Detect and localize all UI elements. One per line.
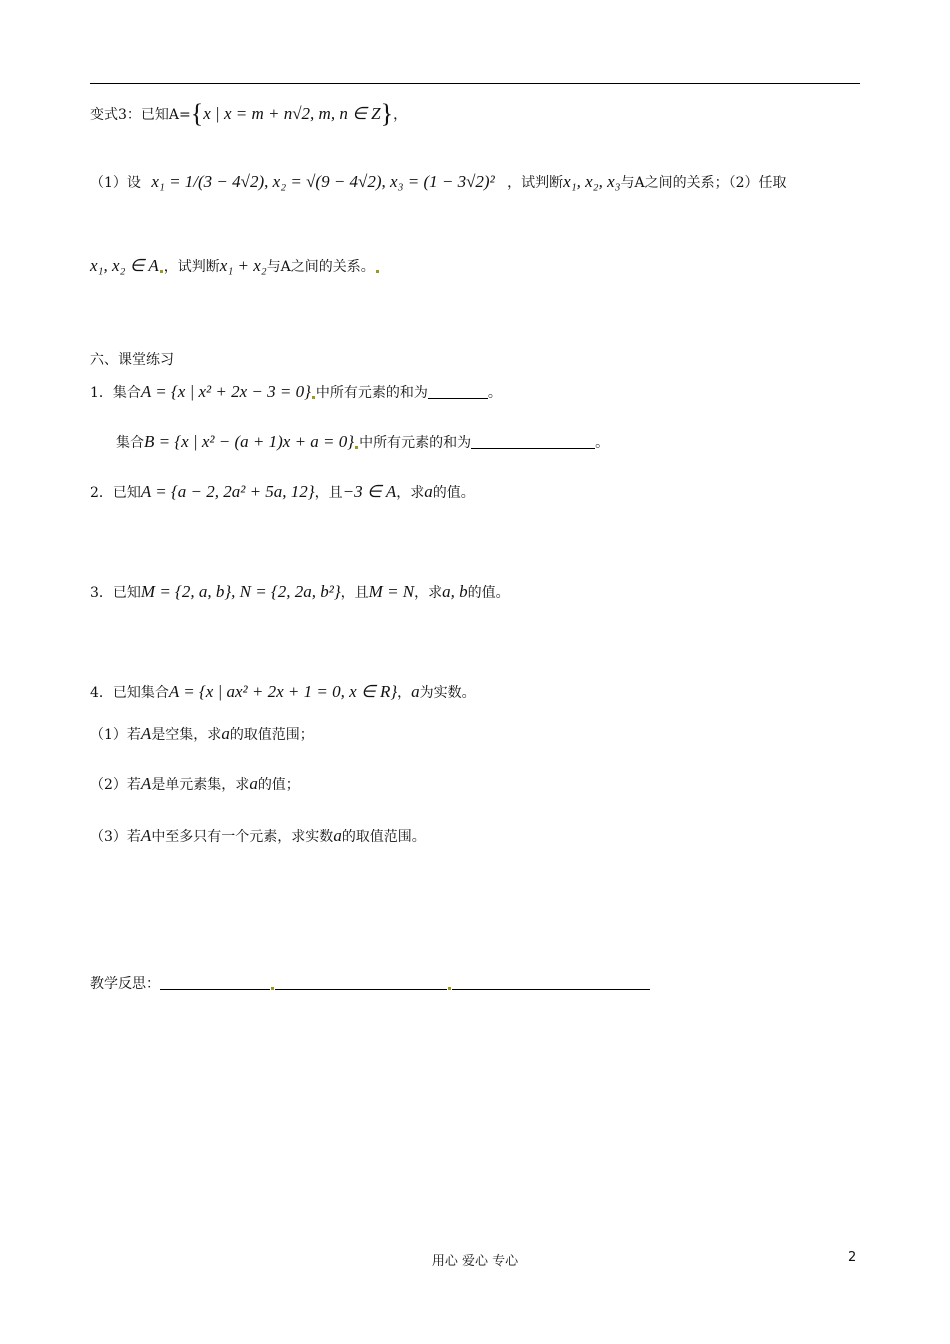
q1-x3-expression: x₃ = (1 − 3√2)² bbox=[390, 172, 495, 191]
q1-x1-expression: x₁ = 1/(3 − 4√2) bbox=[151, 172, 265, 191]
exercise-1-line: 1．集合A = {x | x² + 2x − 3 = 0} 中所有元素的和为 。 bbox=[90, 382, 502, 401]
marker-dot bbox=[448, 987, 451, 990]
exercise-4-part-2: （2）若A是单元素集，求a的值； bbox=[90, 774, 300, 793]
marker-dot bbox=[355, 446, 358, 449]
reflection-label: 教学反思： bbox=[90, 976, 160, 992]
bianshi-line: 变式3：已知A={x | x = m + n√2, m, n ∈ Z}， bbox=[90, 99, 408, 128]
reflection-blank[interactable] bbox=[160, 989, 270, 990]
exercise-2-condition: −3 ∈ A bbox=[342, 482, 397, 501]
q2-line: x₁, x₂ ∈ A ，试判断x₁ + x₂与A之间的关系。 bbox=[90, 256, 380, 277]
bianshi-label: 变式3：已知A= bbox=[90, 107, 191, 123]
q1-prefix: （1）设 bbox=[90, 175, 141, 191]
q2-sum: x₁ + x₂ bbox=[219, 256, 267, 275]
section-title: 六、课堂练习 bbox=[90, 352, 174, 368]
q1-line: （1）设 x₁ = 1/(3 − 4√2), x₂ = √(9 − 4√2), x₃ = (1 − 3√2)² ，试判断x₁, x₂, x₃与A之间的关系；（2）任取 bbox=[90, 172, 787, 191]
footer-motto: 用心 爱心 专心 bbox=[431, 1254, 519, 1269]
exercise-3-sets: M = {2, a, b}, N = {2, 2a, b²} bbox=[140, 582, 341, 601]
reflection-line bbox=[90, 974, 650, 994]
q2-condition: x₁, x₂ ∈ A bbox=[90, 256, 159, 275]
exercise-4-set: A = {x | ax² + 2x + 1 = 0, x ∈ R} bbox=[168, 682, 398, 701]
q2-relation: 与A之间的关系。 bbox=[266, 259, 375, 275]
marker-dot bbox=[160, 270, 163, 273]
header-rule bbox=[90, 83, 860, 84]
bianshi-set: x | x = m + n√2, m, n ∈ Z bbox=[203, 104, 381, 123]
q1-x2-expression: x₂ = √(9 − 4√2) bbox=[272, 172, 382, 191]
exercise-3-condition: M = N bbox=[368, 582, 415, 601]
q1-vars: x₁, x₂, x₃ bbox=[563, 172, 621, 191]
reflection-blank[interactable] bbox=[275, 989, 447, 990]
marker-dot bbox=[376, 270, 379, 273]
exercise-1-set-b: B = {x | x² − (a + 1)x + a = 0} bbox=[144, 432, 355, 451]
marker-dot bbox=[312, 396, 315, 399]
exercise-4-part-1: （1）若A是空集，求a的取值范围； bbox=[90, 724, 314, 743]
exercise-4-part-3: （3）若A中至多只有一个元素，求实数a的取值范围。 bbox=[90, 826, 426, 845]
answer-blank[interactable] bbox=[471, 448, 595, 449]
q1-relation: 与A之间的关系；（2）任取 bbox=[620, 175, 787, 191]
page-number: 2 bbox=[848, 1250, 857, 1265]
reflection-blank[interactable] bbox=[452, 989, 650, 990]
exercise-2-line: 2．已知A = {a − 2, 2a² + 5a, 12}，且−3 ∈ A，求a的值。 bbox=[90, 482, 475, 501]
exercise-2-set: A = {a − 2, 2a² + 5a, 12} bbox=[140, 482, 315, 501]
exercise-1b-line: 集合B = {x | x² − (a + 1)x + a = 0} 中所有元素的和为 。 bbox=[116, 432, 610, 451]
marker-dot bbox=[271, 987, 274, 990]
exercise-3-line: 3．已知M = {2, a, b}, N = {2, 2a, b²}，且M = N，求a, b的值。 bbox=[90, 582, 510, 601]
answer-blank[interactable] bbox=[428, 398, 488, 399]
exercise-4-line: 4．已知集合A = {x | ax² + 2x + 1 = 0, x ∈ R}，a为实数。 bbox=[90, 682, 476, 701]
exercise-1-set-a: A = {x | x² + 2x − 3 = 0} bbox=[140, 382, 311, 401]
